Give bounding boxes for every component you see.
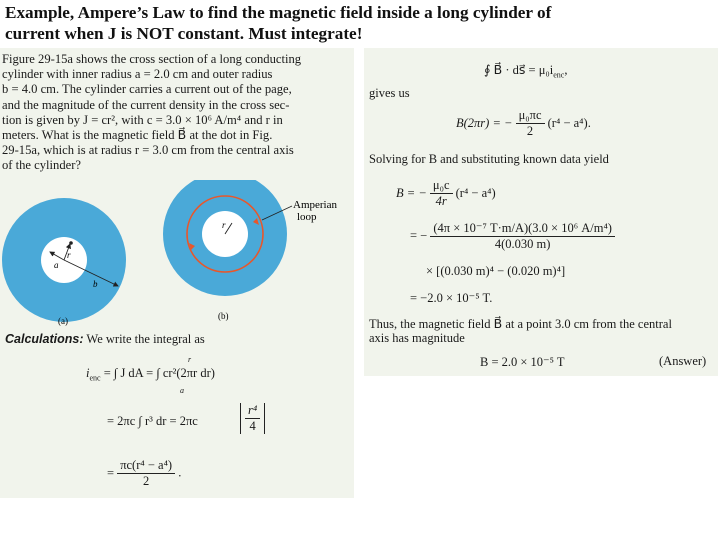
eqs-denominator: 4r — [435, 194, 447, 208]
calculations-text: We write the integral as — [86, 332, 205, 346]
eq2-bracket — [240, 403, 265, 434]
eq1-lhs-sub: enc — [89, 373, 101, 383]
eq1-upper-limit: r — [188, 355, 192, 364]
eqb-lhs: B(2πr) = − — [456, 116, 513, 130]
eqb-rhs: (r⁴ − a⁴). — [547, 116, 591, 130]
problem-statement-panel — [0, 48, 354, 498]
figure-a-cross-section — [2, 198, 126, 326]
eq3-numerator: πc(r⁴ − a⁴) — [117, 458, 175, 474]
solution-panel — [364, 48, 718, 376]
calculations-line — [5, 332, 205, 347]
eq2-denominator: 4 — [249, 419, 256, 433]
ampere-comma: , — [564, 63, 568, 77]
substitution-continued: × [(0.030 m)⁴ − (0.020 m)⁴] — [426, 264, 566, 278]
field-numeric-result: = −2.0 × 10⁻⁵ T. — [410, 291, 493, 305]
slide-title-line-2: current when J is NOT constant. Must integrate! — [5, 24, 363, 43]
slide-title-line-1: Example, Ampere’s Law to find the magnetic field inside a long cylinder of — [5, 3, 552, 22]
slide-title — [5, 2, 717, 44]
conclusion-line-2: axis has magnitude — [369, 331, 465, 345]
paragraph-line: Figure 29-15a shows the cross section of a long conducting — [2, 52, 302, 66]
solving-text: Solving for B and substituting known data yield — [369, 152, 609, 166]
eqb-denominator: 2 — [526, 124, 534, 138]
paragraph-line: 29-15a, which is at radius r = 3.0 cm from the central axis — [2, 143, 294, 158]
eqs2-denominator: 4(0.030 m) — [494, 237, 551, 251]
paragraph-line: of the cylinder? — [2, 158, 82, 173]
ampere-applied-equation — [456, 108, 591, 139]
radius-r-symbol-b: r — [222, 220, 226, 230]
cylinder-figure — [0, 180, 354, 330]
ampere-law: ∮ B⃗ · ds⃗ = μ₀i — [484, 63, 554, 77]
eq1-lower-limit: a — [180, 386, 184, 395]
eq1-middle: = ∫ J dA = ∫ — [103, 366, 160, 380]
final-answer-equation: B = 2.0 × 10⁻⁵ T — [480, 355, 565, 369]
enclosed-current-result — [107, 458, 181, 489]
eq3-period: . — [178, 465, 182, 480]
eq3-denominator: 2 — [143, 474, 150, 488]
eq2-numerator: r⁴ — [245, 403, 260, 419]
conclusion-line-1: Thus, the magnetic field B⃗ at a point 3.0 cm from the central — [369, 317, 672, 331]
calculations-heading: Calculations: — [5, 332, 84, 346]
eqs-lhs: B = − — [396, 186, 427, 200]
paragraph-line: meters. What is the magnetic field B⃗ at the dot in Fig. — [2, 128, 273, 143]
figure-b-label: (b) — [218, 311, 229, 321]
eq3-equals: = — [107, 466, 115, 480]
answer-label: (Answer) — [659, 354, 707, 368]
eqs2-prefix: = − — [410, 228, 428, 243]
field-formula-equation — [396, 178, 496, 209]
eqs2-numerator: (4π × 10⁻⁷ T·m/A)(3.0 × 10⁶ A/m⁴) — [430, 220, 615, 237]
amperian-label-line-1: Amperian — [293, 199, 337, 211]
radius-a-symbol: a — [54, 260, 59, 270]
paragraph-line: b = 4.0 cm. The cylinder carries a current out of the page, — [2, 82, 292, 97]
paragraph-line: cylinder with inner radius a = 2.0 cm and outer radius — [2, 67, 273, 82]
radius-b-symbol: b — [93, 279, 98, 289]
eq2-text: = 2πc ∫ r³ dr = 2πc — [107, 414, 198, 428]
figure-a-label: (a) — [58, 316, 68, 326]
paragraph-line: and the magnitude of the current density in the cross sec- — [2, 97, 290, 112]
ampere-law-sub: enc — [553, 70, 565, 80]
paragraph-line: tion is given by J = cr², with c = 3.0 × 10⁶ A/m⁴ and r in — [2, 112, 283, 127]
current-integral-equation — [86, 366, 215, 383]
problem-paragraph — [2, 52, 352, 174]
figure-b-amperian — [163, 180, 337, 321]
eqb-numerator: μ₀πc — [516, 108, 545, 124]
eq1-lhs: i — [86, 366, 90, 380]
radius-r-symbol: r — [67, 250, 71, 260]
gives-us-text: gives us — [369, 86, 410, 100]
integral-evaluation-equation — [107, 414, 198, 429]
eq1-rhs: cr²(2πr dr) — [162, 366, 215, 380]
eqs-rhs: (r⁴ − a⁴) — [455, 186, 496, 200]
ampere-law-equation — [484, 62, 567, 80]
eqs-numerator: μ₀c — [430, 178, 453, 194]
amperian-label-line-2: loop — [297, 211, 317, 223]
substitution-equation — [410, 220, 615, 252]
